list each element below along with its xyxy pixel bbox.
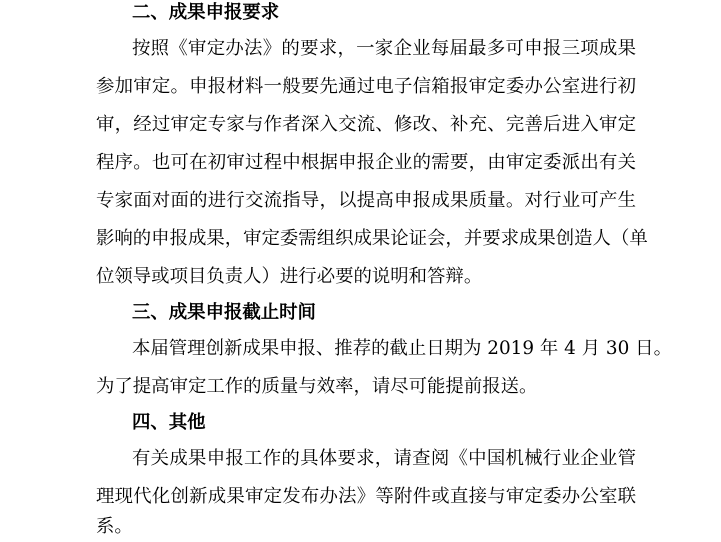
paragraph-line: 按照《审定办法》的要求，一家企业每届最多可申报三项成果 (132, 38, 636, 59)
paragraph-line: 为了提高审定工作的质量与效率，请尽可能提前报送。 (96, 376, 538, 397)
paragraph-line: 程序。也可在初审过程中根据申报企业的需要，由审定委派出有关 (96, 152, 636, 173)
paragraph-line: 系。 (96, 516, 133, 537)
paragraph-line: 有关成果申报工作的具体要求，请查阅《中国机械行业企业管 (132, 448, 636, 469)
paragraph-line: 位领导或项目负责人）进行必要的说明和答辩。 (96, 266, 483, 287)
paragraph-line: 审，经过审定专家与作者深入交流、修改、补充、完善后进入审定 (96, 114, 636, 135)
paragraph-line: 参加审定。申报材料一般要先通过电子信箱报审定委办公室进行初 (96, 76, 636, 97)
paragraph-line: 本届管理创新成果申报、推荐的截止日期为 2019 年 4 月 30 日。 (132, 338, 672, 359)
section-heading-requirements: 二、成果申报要求 (132, 2, 280, 23)
paragraph-line: 影响的申报成果，审定委需组织成果论证会，并要求成果创造人（单 (96, 228, 648, 249)
section-heading-other: 四、其他 (132, 412, 206, 433)
paragraph-line: 专家面对面的进行交流指导，以提高申报成果质量。对行业可产生 (96, 190, 636, 211)
paragraph-line: 理现代化创新成果审定发布办法》等附件或直接与审定委办公室联 (96, 486, 636, 507)
section-heading-deadline: 三、成果申报截止时间 (132, 302, 316, 323)
